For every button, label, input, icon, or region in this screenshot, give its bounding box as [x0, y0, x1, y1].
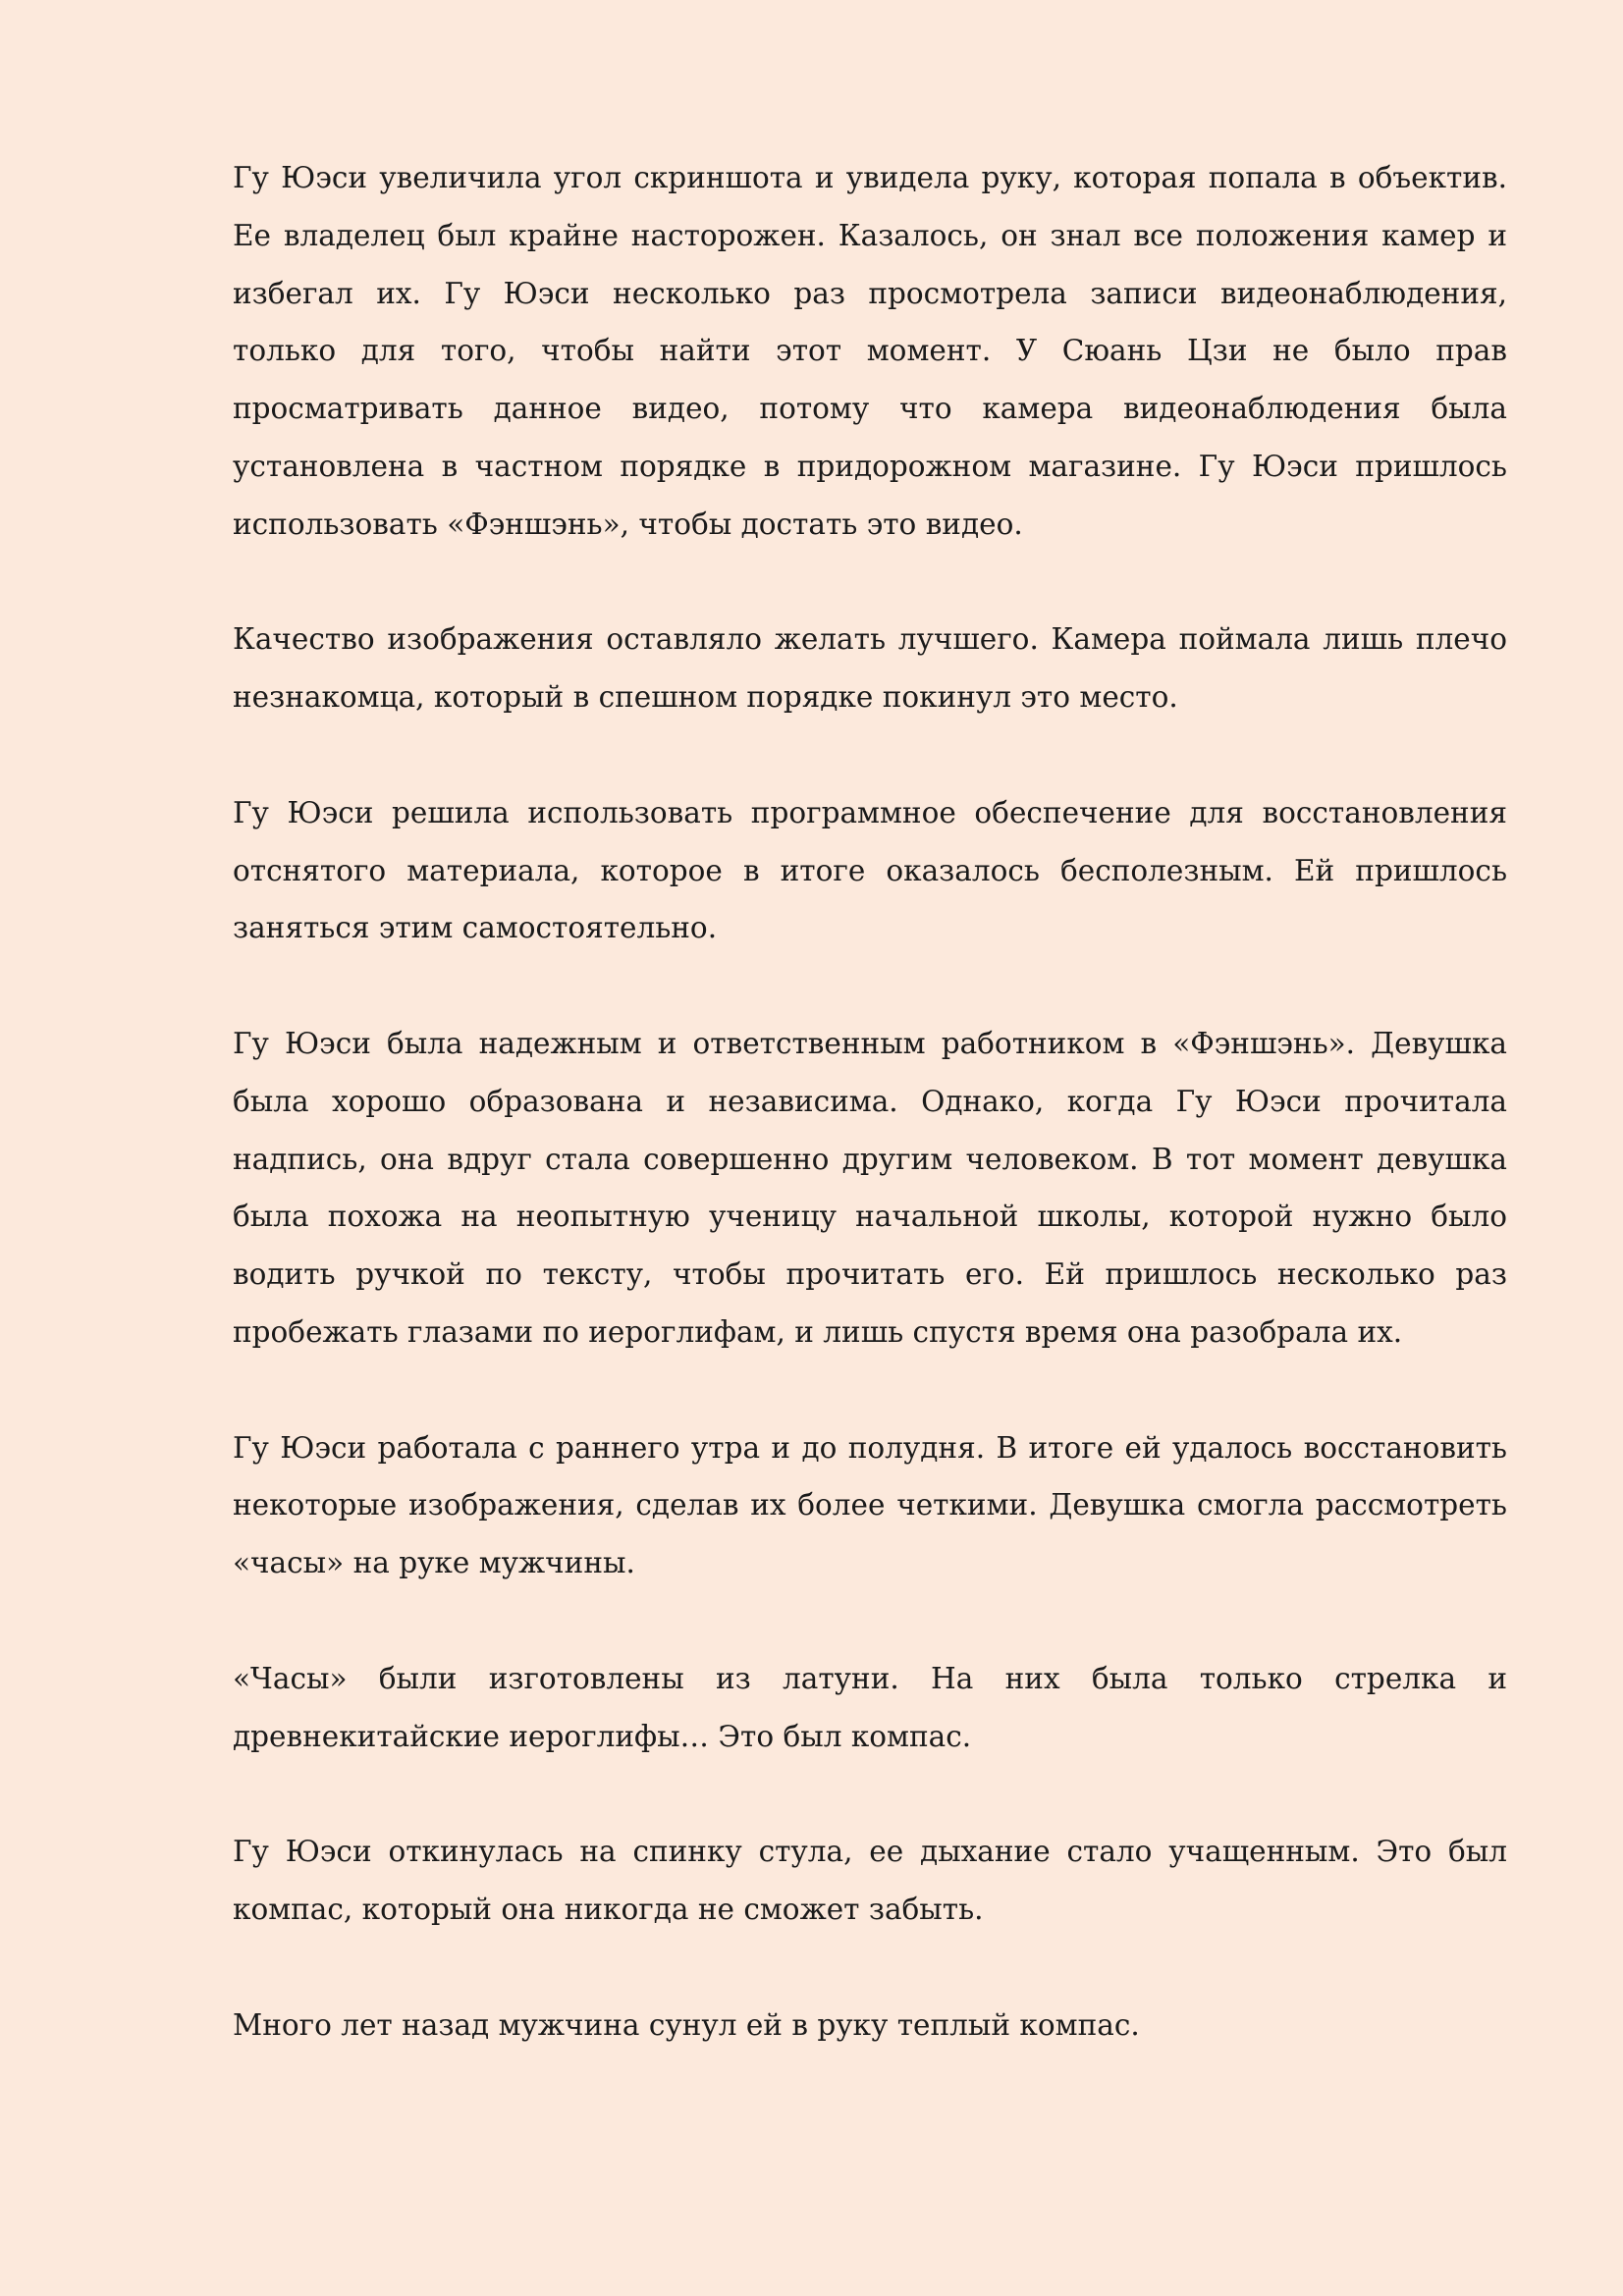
paragraph-4: Гу Юэси была надежным и ответственным работником в «Фэншэнь». Девушка была хорошо образована и независима. Однако, когда Гу Юэси прочитала надпись, она вдруг стала совершенно другим человеком. В тот момент девушка была похожа на неопытную ученицу начальной школы, которой нужно было водить ручкой по тексту, чтобы прочитать его. Ей пришлось несколько раз пробежать глазами по иероглифам, и лишь спустя время она разобрала их. — [233, 1026, 1507, 1349]
paragraph-1: Гу Юэси увеличила угол скриншота и увидела руку, которая попала в объектив. Ее владелец был крайне насторожен. Казалось, он знал все положения камер и избегал их. Гу Юэси несколько раз просмотрела записи видеонаблюдения, только для того, чтобы найти этот момент. У Сюань Цзи не было прав просматривать данное видео, потому что камера видеонаблюдения была установлена в частном порядке в придорожном магазине. Гу Юэси пришлось использовать «Фэншэнь», чтобы достать это видео. — [233, 161, 1507, 541]
paragraph-5: Гу Юэси работала с раннего утра и до полудня. В итоге ей удалось восстановить некоторые изображения, сделав их более четкими. Девушка смогла рассмотреть «часы» на руке мужчины. — [233, 1430, 1507, 1580]
document-body — [233, 149, 1507, 2054]
paragraph-6: «Часы» были изготовлены из латуни. На них была только стрелка и древнекитайские иероглифы… Это был компас. — [233, 1661, 1507, 1753]
paragraph-8: Много лет назад мужчина сунул ей в руку теплый компас. — [233, 2007, 1140, 2042]
paragraph-3: Гу Юэси решила использовать программное обеспечение для восстановления отснятого материала, которое в итоге оказалось бесполезным. Ей пришлось заняться этим самостоятельно. — [233, 795, 1507, 945]
paragraph-2: Качество изображения оставляло желать лучшего. Камера поймала лишь плечо незнакомца, который в спешном порядке покинул это место. — [233, 622, 1507, 715]
paragraph-7: Гу Юэси откинулась на спинку стула, ее дыхание стало учащенным. Это был компас, который она никогда не сможет забыть. — [233, 1835, 1507, 1926]
